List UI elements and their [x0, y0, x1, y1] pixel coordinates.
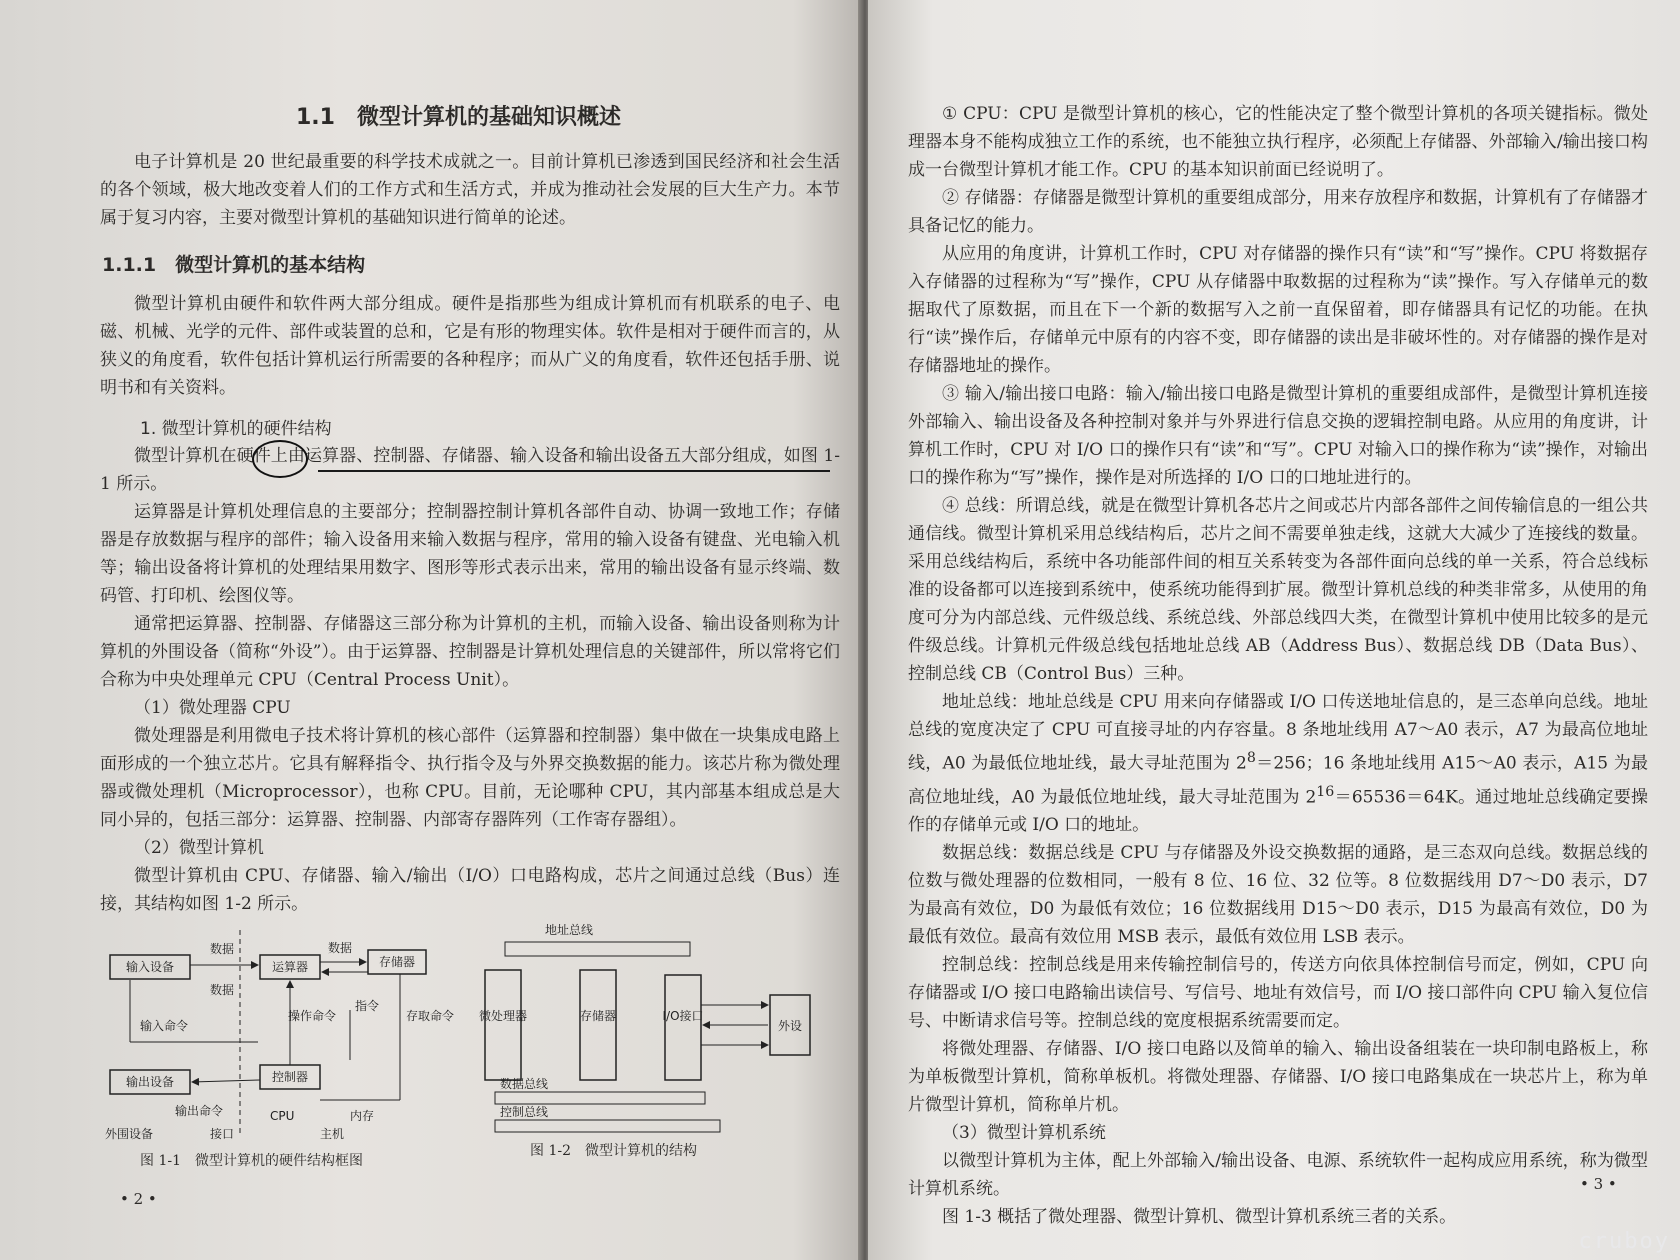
fig1-input-label: 输入设备 — [125, 960, 175, 974]
fig1-data-label-1: 数据 — [210, 942, 235, 956]
control-bus-paragraph: 控制总线：控制总线是用来传输控制信号的，传送方向依具体控制信号而定，例如，CPU 向存储器或 I/O 接口电路输出读信号、写信号、地址有效信号，而 I/O 接口部件向 CPU 输入复位信号、中断请求信号等。控制总线的宽度根据系统需要而定。 — [908, 955, 1648, 1032]
para2-text: 微型计算机在硬件上由运算器、控制器、存储器、输入设备和输出设备五大部分组成，如图 1-1 所示。 — [100, 446, 840, 494]
fig2-io-box — [665, 975, 701, 1080]
pen-underline-mark — [318, 470, 830, 472]
figure-1-2-caption: 图 1-2 微型计算机的结构 — [530, 1143, 697, 1159]
fig2-memory-label: 存储器 — [579, 1009, 617, 1023]
fig2-ctrl-bus-label: 控制总线 — [500, 1105, 549, 1119]
memory-paragraph: ② 存储器：存储器是微型计算机的重要组成部分，用来存放程序和数据，计算机有了存储器才具备记忆的能力。 — [908, 188, 1648, 236]
hardware-software-paragraph — [100, 290, 840, 402]
intro-text: 电子计算机是 20 世纪最重要的科学技术成就之一。目前计算机已渗透到国民经济和社会生活的各个领域，极大地改变着人们的工作方式和生活方式，并成为推动社会发展的巨大生产力。本节属于复习内容，主要对微型计算机的基础知识进行简单的论述。 — [100, 152, 840, 228]
fig1-instr-label: 指令 — [355, 999, 380, 1013]
para5-text: 微处理器是利用微电子技术将计算机的核心部件（运算器和控制器）集中做在一块集成电路上面形成的一个独立芯片。它具有解释指令、执行指令及与外界交换数据的能力。该芯片称为微处理器或微处理机（Microprocessor），也称 CPU。目前，无论哪种 CPU，其内部基本组成总是大同小异的，包括三部分：运算器、控制器、内部寄存器阵列（工作寄存器组）。 — [100, 726, 840, 830]
fig2-data-bus-label: 数据总线 — [500, 1077, 549, 1091]
fig1-mem-label: 内存 — [350, 1109, 375, 1123]
para1-text: 微型计算机由硬件和软件两大部分组成。硬件是指那些为组成计算机而有机联系的电子、电磁、机械、光学的元件、部件或装置的总和，它是有形的物理实体。软件是相对于硬件而言的，从狭义的角度看，软件包括计算机运行所需要的各种程序；而从广义的角度看，软件还包括手册、说明书和有关资料。 — [100, 294, 840, 398]
fig2-io-label: I/O接口 — [662, 1009, 704, 1023]
figure-1-2-diagram — [470, 920, 820, 1140]
cpu-paragraph: ① CPU：CPU 是微型计算机的核心，它的性能决定了整个微型计算机的各项关键指标。微处理器本身不能构成独立工作的系统，也不能独立执行程序，必须配上存储器、外部输入/输出接口构成一台微型计算机才能工作。CPU 的基本知识前面已经说明了。 — [908, 104, 1648, 180]
single-board-paragraph: 将微处理器、存储器、I/O 接口电路以及简单的输入、输出设备组装在一块印制电路板上，称为单板微型计算机，简称单板机。将微处理器、存储器、I/O 接口电路集成在一块芯片上，称为单片微型计算机，简称单片机。 — [908, 1039, 1648, 1116]
system-paragraph: 以微型计算机为主体，配上外部输入/输出设备、电源、系统软件一起构成应用系统，称为微型计算机系统。 — [908, 1151, 1648, 1200]
item2-heading: （2）微型计算机 — [134, 838, 264, 858]
para4-text: 通常把运算器、控制器、存储器这三部分称为计算机的主机，而输入设备、输出设备则称为计算机的外围设备（简称“外设”）。由于运算器、控制器是计算机处理信息的关键部件，所以常将它们合称为中央处理单元 CPU（Central Process Unit）。 — [100, 614, 840, 690]
hardware-structure-heading: 1. 微型计算机的硬件结构 — [140, 419, 332, 439]
fig1-alu-label: 运算器 — [271, 960, 309, 974]
right-page — [868, 0, 1680, 1260]
left-page-number: • 2 • — [120, 1190, 157, 1208]
para6-text: 微型计算机由 CPU、存储器、输入/输出（I/O）口电路构成，芯片之间通过总线（Bus）连接，其结构如图 1-2 所示。 — [100, 866, 840, 914]
fig1-input-cmd-label: 输入命令 — [140, 1019, 189, 1033]
read-write-paragraph: 从应用的角度讲，计算机工作时，CPU 对存储器的操作只有“读”和“写”操作。CPU 将数据存入存储器的过程称为“写”操作，CPU 从存储器中取数据的过程称为“读”操作。写入存储单元的数据取代了原数据，而且在下一个新的数据写入之前一直保留着，即存储器具有记忆的功能。在执行“读”操作后，存储单元中原有的内容不变，即存储器的读出是非破坏性的。对存储器的操作是对存储器地址的操作。 — [908, 244, 1648, 376]
io-paragraph: ③ 输入/输出接口电路：输入/输出接口电路是微型计算机的重要组成部件，是微型计算机连接外部输入、输出设备及各种控制对象并与外界进行信息交换的逻辑控制电路。从应用的角度讲，计算机工作时，CPU 对 I/O 口的操作只有“读”和“写”。CPU 对输入口的操作称为“读”操作，对输出口的操作称为“写”操作，操作是对所选择的 I/O 口的口地址进行的。 — [908, 384, 1648, 488]
address-bus-text-c: ＝65536＝64K。通过地址总线确定要操作的存储单元或 I/O 口的地址。 — [908, 787, 1648, 836]
fig1-interface-label: 接口 — [210, 1127, 235, 1141]
fig1-data-label-3: 数据 — [210, 983, 235, 997]
intro-paragraph — [100, 148, 840, 232]
fig1-cpu-label: CPU — [270, 1109, 295, 1123]
fig2-cpu-label: 微处理器 — [478, 1009, 528, 1023]
pen-circle-mark — [252, 440, 308, 478]
fig13-paragraph: 图 1-3 概括了微处理器、微型计算机、微型计算机系统三者的关系。 — [942, 1207, 1457, 1228]
fig1-data-label-2: 数据 — [328, 941, 353, 955]
watermark-text: cruboy — [1578, 1229, 1670, 1254]
fig1-output-label: 输出设备 — [125, 1075, 175, 1089]
fig2-memory-box — [580, 970, 616, 1080]
right-body — [908, 100, 1648, 1231]
subsection-heading: 1.1.1 微型计算机的基本结构 — [102, 254, 366, 276]
fig1-host-label: 主机 — [320, 1127, 345, 1141]
fig1-memory-label: 存储器 — [378, 955, 416, 969]
address-bus-text-b: ＝256；16 条地址线用 A15～A0 表示，A15 为最高位地址线，A0 为最低位地址线，最大寻址范围为 2 — [908, 753, 1648, 808]
figure-1-1-caption: 图 1-1 微型计算机的硬件结构框图 — [140, 1153, 363, 1169]
para3-text: 运算器是计算机处理信息的主要部分；控制器控制计算机各部件自动、协调一致地工作；存储器是存放数据与程序的部件；输入设备用来输入数据与程序，常用的输入设备有键盘、光电输入机等；输出设备将计算机的处理结果用数字、图形等形式表示出来，常用的输出设备有显示终端、数码管、打印机、绘图仪等。 — [100, 502, 840, 606]
section-title: 1.1 微型计算机的基础知识概述 — [296, 105, 621, 130]
address-bus-paragraph — [908, 688, 1648, 839]
fig1-controller-label: 控制器 — [271, 1070, 309, 1084]
figure-1-1-diagram — [100, 910, 455, 1141]
fig1-op-cmd-label: 操作命令 — [288, 1009, 337, 1023]
fig1-output-cmd-label: 输出命令 — [175, 1104, 224, 1118]
fig2-addr-bus-label: 地址总线 — [545, 923, 594, 937]
body-paragraphs — [100, 442, 840, 918]
item3-heading: （3）微型计算机系统 — [942, 1123, 1106, 1144]
bus-paragraph: ④ 总线：所谓总线，就是在微型计算机各芯片之间或芯片内部各部件之间传输信息的一组公共通信线。微型计算机采用总线结构后，芯片之间不需要单独走线，这就大大减少了连接线的数量。采用总线结构后，系统中各功能部件间的相互关系转变为各部件面向总线的单一关系，符合总线标准的设备都可以连接到系统中，使系统功能得到扩展。微型计算机总线的种类非常多，从使用的角度可分为内部总线、元件级总线、系统总线、外部总线四大类，在微型计算机中使用比较多的是元件级总线。计算机元件级总线包括地址总线 AB（Address Bus）、数据总线 DB（Data Bus）、控制总线 CB（Control Bus）三种。 — [908, 496, 1648, 684]
item1-heading: （1）微处理器 CPU — [134, 698, 291, 718]
fig2-ext-label: 外设 — [777, 1019, 803, 1033]
fig1-peripheral-label: 外围设备 — [105, 1127, 154, 1141]
address-bus-exp-8: 8 — [1246, 750, 1256, 766]
address-bus-exp-16: 16 — [1316, 783, 1335, 800]
data-bus-paragraph: 数据总线：数据总线是 CPU 与存储器及外设交换数据的通路，是三态双向总线。数据总线的位数与微处理器的位数相同，一般有 8 位、16 位、32 位等。8 位数据线用 D7～D0 表示，D7 为最高有效位，D0 为最低有效位；16 位数据线用 D15～D0 表示，D15 为最高有效位，D0 为最低有效位。最高有效位用 MSB 表示，最低有效位用 LSB 表示。 — [908, 843, 1648, 948]
address-bus-text-a: 地址总线：地址总线是 CPU 用来向存储器或 I/O 口传送地址信息的，是三态单向总线。地址总线的宽度决定了 CPU 可直接寻址的内存容量。8 条地址线用 A7～A0 表示，A7 为最高位地址线，A0 为最低位地址线，最大寻址范围为 2 — [908, 692, 1648, 774]
right-page-number: • 3 • — [1580, 1175, 1617, 1193]
fig1-access-cmd-label: 存取命令 — [406, 1009, 455, 1023]
fig2-cpu-box — [485, 970, 521, 1080]
